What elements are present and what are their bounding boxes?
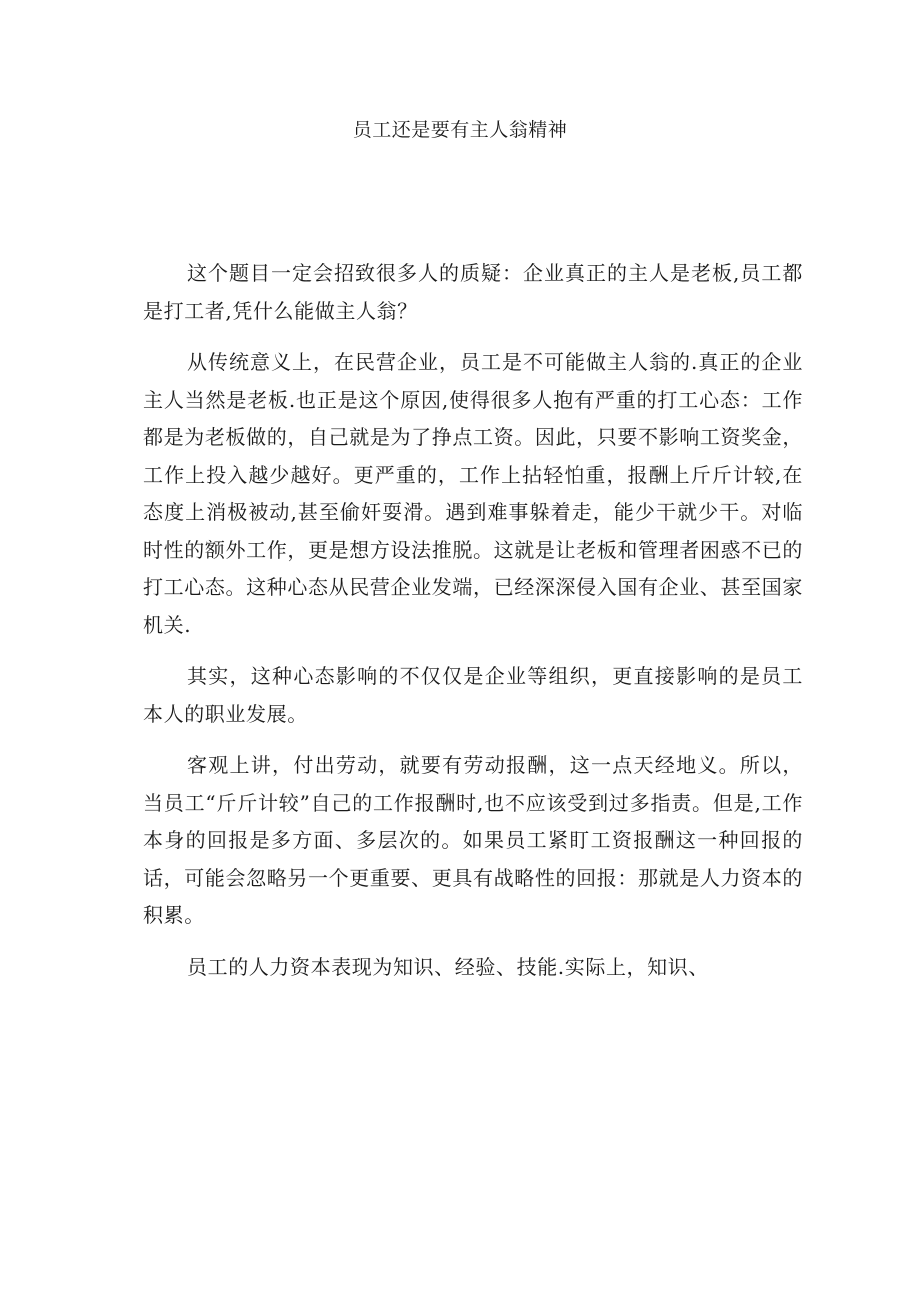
paragraph: 从传统意义上，在民营企业，员工是不可能做主人翁的.真正的企业主人当然是老板.也正是这个原因,使得很多人抱有严重的打工心态：工作都是为老板做的，自己就是为了挣点工资。因此，只要不影响工资奖金，工作上投入越少越好。更严重的，工作上拈轻怕重，报酬上斤斤计较,在态度上消极被动,甚至偷奸耍滑。遇到难事躲着走，能少干就少干。对临时性的额外工作，更是想方设法推脱。这就是让老板和管理者困惑不已的打工心态。这种心态从民营企业发端，已经深深侵入国有企业、甚至国家机关. (143, 350, 803, 637)
paragraph: 这个题目一定会招致很多人的质疑：企业真正的主人是老板,员工都是打工者,凭什么能做主人翁？ (143, 261, 803, 323)
paragraph: 员工的人力资本表现为知识、经验、技能.实际上，知识、 (187, 954, 709, 979)
paragraph: 客观上讲，付出劳动，就要有劳动报酬，这一点天经地义。所以，当员工“斤斤计较”自己的工作报酬时,也不应该受到过多指责。但是,工作本身的回报是多方面、多层次的。如果员工紧盯工资报酬这一种回报的话，可能会忽略另一个更重要、更具有战略性的回报：那就是人力资本的积累。 (143, 753, 803, 927)
document-title: 员工还是要有主人翁精神 (352, 119, 568, 141)
document-body (143, 255, 803, 1000)
paragraph: 其实，这种心态影响的不仅仅是企业等组织，更直接影响的是员工本人的职业发展。 (143, 664, 803, 726)
